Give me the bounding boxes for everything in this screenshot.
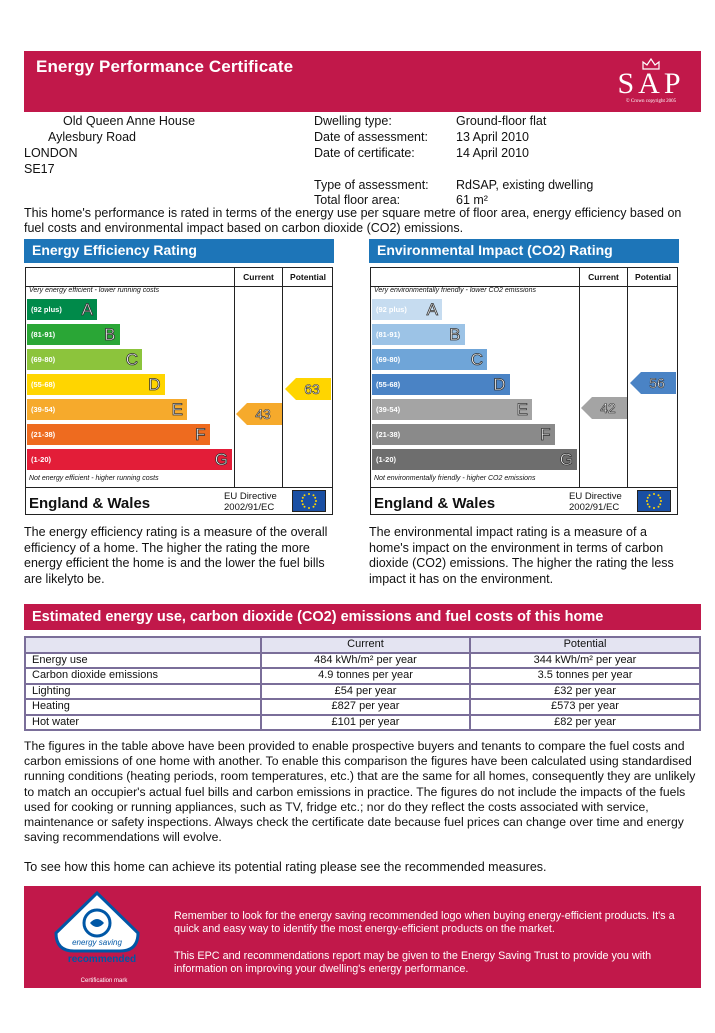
- certificate-date-value: 14 April 2010: [456, 146, 529, 160]
- efficiency-potential-header: Potential: [290, 272, 326, 282]
- certificate-header: [24, 51, 701, 112]
- environmental-potential-header: Potential: [635, 272, 671, 282]
- eu-flag-icon: [637, 490, 671, 512]
- efficiency-current-header: Current: [243, 272, 274, 282]
- address-line2: Aylesbury Road: [48, 130, 137, 144]
- band-range: (92 plus): [31, 305, 62, 314]
- svg-text:43: 43: [255, 406, 271, 422]
- efficiency-eu-directive: EU Directive: [224, 491, 277, 502]
- band-letter: D: [148, 375, 161, 394]
- efficiency-description: The energy efficiency rating is a measure of the overall efficiency of a home. The higher the rating the more energy efficient the home is and the lower the fuel bills are likelyto be.: [24, 525, 328, 586]
- footer-text-1: Remember to look for the energy saving recommended logo when buying energy-efficient products. It's a quick and easy way to identify the most energy-efficient products on the market.: [174, 910, 675, 935]
- band-letter: F: [195, 425, 206, 444]
- efficiency-current-arrow: [236, 403, 282, 425]
- dwelling-type-value: Ground-floor flat: [456, 114, 547, 128]
- efficiency-col-divider: [234, 267, 235, 487]
- footer-banner: [24, 886, 701, 988]
- svg-text:63: 63: [304, 381, 320, 397]
- rating-band-c: [27, 349, 142, 370]
- assessment-date-label: Date of assessment:: [314, 130, 428, 144]
- energy-saving-recommended-logo-icon: [52, 891, 142, 955]
- environmental-bottom-caption: Not environmentally friendly - higher CO2 emissions: [374, 475, 536, 482]
- band-range: (39-54): [376, 405, 401, 414]
- environmental-eu-code: 2002/91/EC: [569, 502, 620, 513]
- table-row: [25, 715, 700, 731]
- rating-band-f: [372, 424, 555, 445]
- certification-mark-text: Certification mark: [80, 978, 128, 984]
- explanation-text: The figures in the table above have been provided to enable prospective buyers and tenants to compare the fuel costs and carbon emissions of one home with another. To enable this comparison the figures have been calculated using standardised running conditions (heating periods, room temperatures, etc.) that are the same for all homes, consequently they are unlikely to match an occupier's actual fuel bills and carbon emissions in practice. The figures do not include the impacts of the fuels used for cooking or running appliances, such as TV, fridge etc.; nor do they reflect the costs associated with service, maintenance or safety inspections. Always check the certificate date because fuel prices can change over time and energy saving recommendations will evolve.: [24, 739, 696, 845]
- rating-band-d: [27, 374, 165, 395]
- intro-text: This home's performance is rated in terms of the energy use per square metre of floor area, energy efficiency based on fuel costs and environmental impact based on carbon dioxide (CO2) emissions.: [24, 206, 682, 235]
- energy-efficiency-panel: [24, 239, 334, 517]
- table-cell-label: Hot water: [25, 715, 261, 731]
- assessment-type-label: Type of assessment:: [314, 178, 429, 192]
- estimates-title: Estimated energy use, carbon dioxide (CO2) emissions and fuel costs of this home: [24, 604, 701, 630]
- band-range: (1-20): [376, 455, 397, 464]
- rating-band-b: [372, 324, 465, 345]
- efficiency-eu-code: 2002/91/EC: [224, 502, 275, 513]
- environmental-region: England & Wales: [374, 495, 496, 512]
- svg-text:42: 42: [600, 400, 616, 416]
- rating-band-e: [27, 399, 187, 420]
- table-cell-potential: £32 per year: [470, 684, 700, 700]
- page-title: Energy Performance Certificate: [36, 57, 294, 76]
- band-letter: G: [559, 450, 573, 469]
- table-row: [25, 668, 700, 684]
- rating-band-g: [372, 449, 577, 470]
- rating-band-d: [372, 374, 510, 395]
- band-letter: B: [449, 325, 461, 344]
- address-postcode: SE17: [24, 162, 55, 176]
- estimates-table: [24, 636, 701, 731]
- floor-area-label: Total floor area:: [314, 193, 401, 207]
- table-cell-current: £54 per year: [261, 684, 470, 700]
- table-cell-potential: 344 kWh/m² per year: [470, 653, 700, 669]
- table-cell-potential: 3.5 tonnes per year: [470, 668, 700, 684]
- table-cell-label: Heating: [25, 699, 261, 715]
- band-range: (55-68): [376, 380, 401, 389]
- rating-band-f: [27, 424, 210, 445]
- environmental-impact-panel: [369, 239, 679, 517]
- band-range: (69-80): [376, 355, 401, 364]
- band-letter: B: [104, 325, 116, 344]
- band-letter: C: [125, 350, 138, 369]
- sap-copyright: © Crown copyright 2005: [625, 99, 677, 104]
- efficiency-bottom-caption: Not energy efficient - higher running costs: [29, 475, 159, 482]
- environmental-potential-arrow: [630, 372, 676, 394]
- sap-logo: [609, 55, 693, 109]
- table-cell-current: £101 per year: [261, 715, 470, 731]
- table-cell-label: Carbon dioxide emissions: [25, 668, 261, 684]
- address-line1: Old Queen Anne House: [63, 114, 196, 128]
- estimates-table-body: [25, 653, 700, 731]
- logo-arc-text: energy saving: [72, 938, 122, 947]
- table-cell-potential: £573 per year: [470, 699, 700, 715]
- environmental-top-caption: Very environmentally friendly - lower CO2 emissions: [374, 287, 536, 294]
- table-cell-label: Lighting: [25, 684, 261, 700]
- efficiency-top-caption: Very energy efficient - lower running costs: [29, 287, 160, 294]
- efficiency-region: England & Wales: [29, 495, 151, 512]
- rating-band-a: [372, 299, 442, 320]
- efficiency-footer-rule: [25, 487, 333, 488]
- sap-logo-text: SAP: [617, 67, 685, 100]
- efficiency-col-divider: [282, 267, 283, 487]
- environmental-col-divider: [579, 267, 580, 487]
- band-range: (1-20): [31, 455, 52, 464]
- table-cell-current: 484 kWh/m² per year: [261, 653, 470, 669]
- address-city: LONDON: [24, 146, 78, 160]
- assessment-date-value: 13 April 2010: [456, 130, 529, 144]
- recommendation-note: To see how this home can achieve its potential rating please see the recommended measures.: [24, 860, 547, 874]
- band-range: (92 plus): [376, 305, 407, 314]
- table-row: [25, 684, 700, 700]
- environmental-current-arrow: [581, 397, 627, 419]
- environmental-col-divider: [627, 267, 628, 487]
- band-letter: E: [171, 400, 183, 419]
- environmental-title: [369, 239, 679, 263]
- table-cell-potential: £82 per year: [470, 715, 700, 731]
- band-range: (81-91): [376, 330, 401, 339]
- table-header-blank: [25, 637, 261, 653]
- rating-band-b: [27, 324, 120, 345]
- assessment-type-value: RdSAP, existing dwelling: [456, 178, 594, 192]
- rating-band-e: [372, 399, 532, 420]
- environmental-eu-directive: EU Directive: [569, 491, 622, 502]
- band-range: (81-91): [31, 330, 56, 339]
- band-range: (21-38): [31, 430, 56, 439]
- table-cell-current: 4.9 tonnes per year: [261, 668, 470, 684]
- table-row: [25, 699, 700, 715]
- table-row: [25, 653, 700, 669]
- table-header-row: [25, 637, 700, 653]
- rating-band-c: [372, 349, 487, 370]
- rating-band-a: [27, 299, 97, 320]
- rating-band-g: [27, 449, 232, 470]
- logo-recommended-text: recommended: [67, 954, 137, 965]
- band-letter: A: [426, 300, 438, 319]
- efficiency-title: Energy Efficiency Rating: [24, 239, 334, 263]
- svg-text:56: 56: [649, 375, 665, 391]
- environmental-title-text: Environmental Impact (CO2) Rating: [377, 242, 613, 258]
- efficiency-potential-arrow: [285, 378, 331, 400]
- dwelling-type-label: Dwelling type:: [314, 114, 392, 128]
- band-letter: E: [516, 400, 528, 419]
- table-cell-label: Energy use: [25, 653, 261, 669]
- environmental-description: The environmental impact rating is a measure of a home's impact on the environment in terms of carbon dioxide (CO2) emissions. The higher the rating the less impact it has on the environment.: [369, 525, 674, 586]
- footer-text-2: This EPC and recommendations report may be given to the Energy Saving Trust to provide you with information on improving your dwelling's energy performance.: [174, 950, 652, 975]
- band-letter: C: [470, 350, 483, 369]
- eu-flag-icon: [292, 490, 326, 512]
- band-range: (69-80): [31, 355, 56, 364]
- environmental-current-header: Current: [588, 272, 619, 282]
- band-letter: G: [214, 450, 228, 469]
- band-range: (21-38): [376, 430, 401, 439]
- band-letter: F: [540, 425, 551, 444]
- certificate-date-label: Date of certificate:: [314, 146, 415, 160]
- band-letter: D: [493, 375, 506, 394]
- band-range: (55-68): [31, 380, 56, 389]
- table-cell-current: £827 per year: [261, 699, 470, 715]
- band-range: (39-54): [31, 405, 56, 414]
- table-header-potential: Potential: [470, 637, 700, 653]
- environmental-footer-rule: [370, 487, 678, 488]
- band-letter: A: [81, 300, 93, 319]
- table-header-current: Current: [261, 637, 470, 653]
- floor-area-value: 61 m²: [456, 193, 488, 207]
